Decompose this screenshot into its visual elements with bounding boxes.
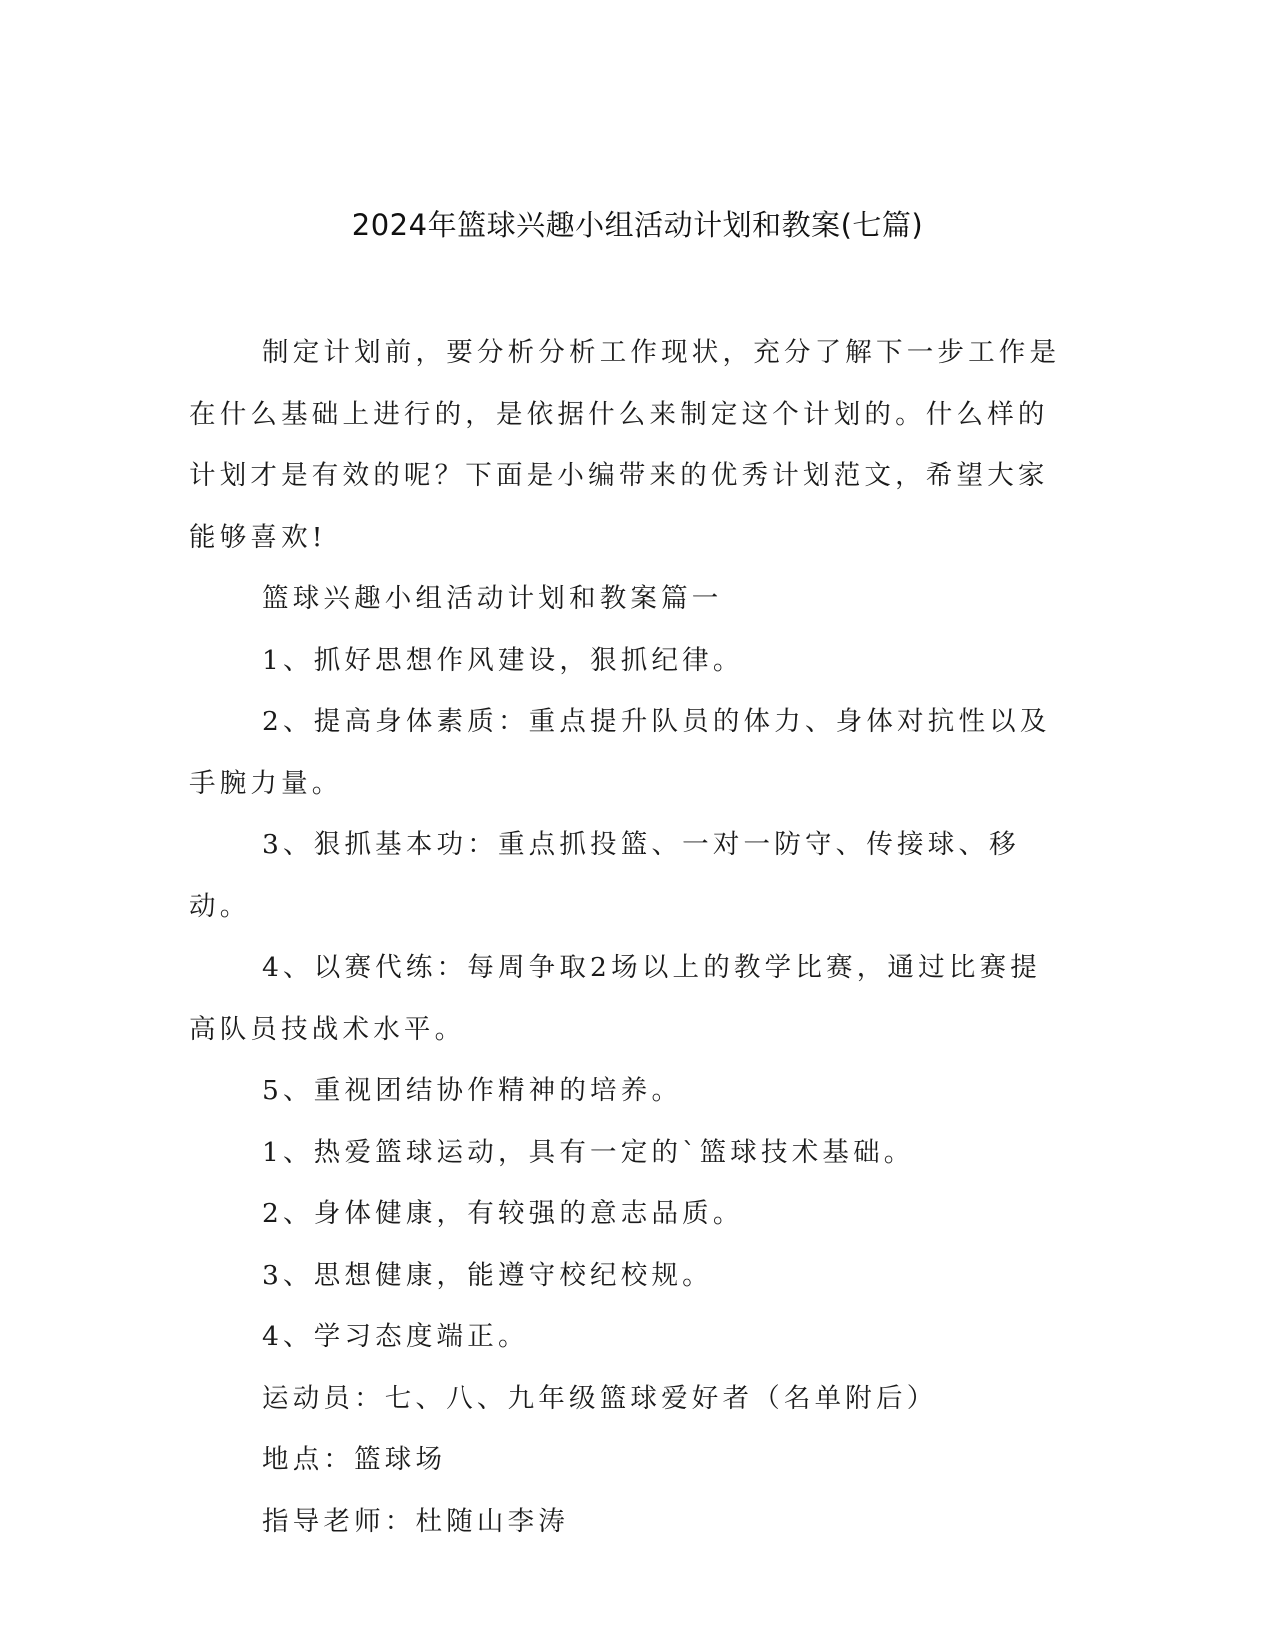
list-item: 3、思想健康，能遵守校纪校规。 bbox=[262, 1259, 713, 1291]
location-line: 地点：篮球场 bbox=[262, 1444, 447, 1475]
section-heading: 篮球兴趣小组活动计划和教案篇一 bbox=[262, 583, 723, 614]
list-item: 2、身体健康，有较强的意志品质。 bbox=[262, 1198, 744, 1229]
list-item: 3、狠抓基本功：重点抓投篮、一对一防守、传接球、移动。 bbox=[189, 829, 1020, 922]
document-body bbox=[189, 322, 1069, 1552]
list-item: 2、提高身体素质：重点提升队员的体力、身体对抗性以及手腕力量。 bbox=[189, 706, 1051, 799]
athletes-line: 运动员：七、八、九年级篮球爱好者（名单附后） bbox=[262, 1382, 938, 1414]
document-title: 2024年篮球兴趣小组活动计划和教案(七篇) bbox=[351, 208, 924, 242]
list-item: 1、抓好思想作风建设，狠抓纪律。 bbox=[262, 644, 744, 676]
list-item: 1、热爱篮球运动，具有一定的`篮球技术基础。 bbox=[262, 1136, 915, 1168]
coach-line: 指导老师：杜随山李涛 bbox=[262, 1505, 569, 1537]
list-item: 4、以赛代练：每周争取2场以上的教学比赛，通过比赛提高队员技战术水平。 bbox=[189, 952, 1041, 1045]
list-item: 4、学习态度端正。 bbox=[262, 1321, 529, 1352]
list-item: 5、重视团结协作精神的培养。 bbox=[262, 1075, 683, 1106]
intro-paragraph: 制定计划前，要分析分析工作现状，充分了解下一步工作是在什么基础上进行的，是依据什么来制定这个计划的。什么样的计划才是有效的呢？下面是小编带来的优秀计划范文，希望大家能够喜欢! bbox=[189, 337, 1061, 553]
